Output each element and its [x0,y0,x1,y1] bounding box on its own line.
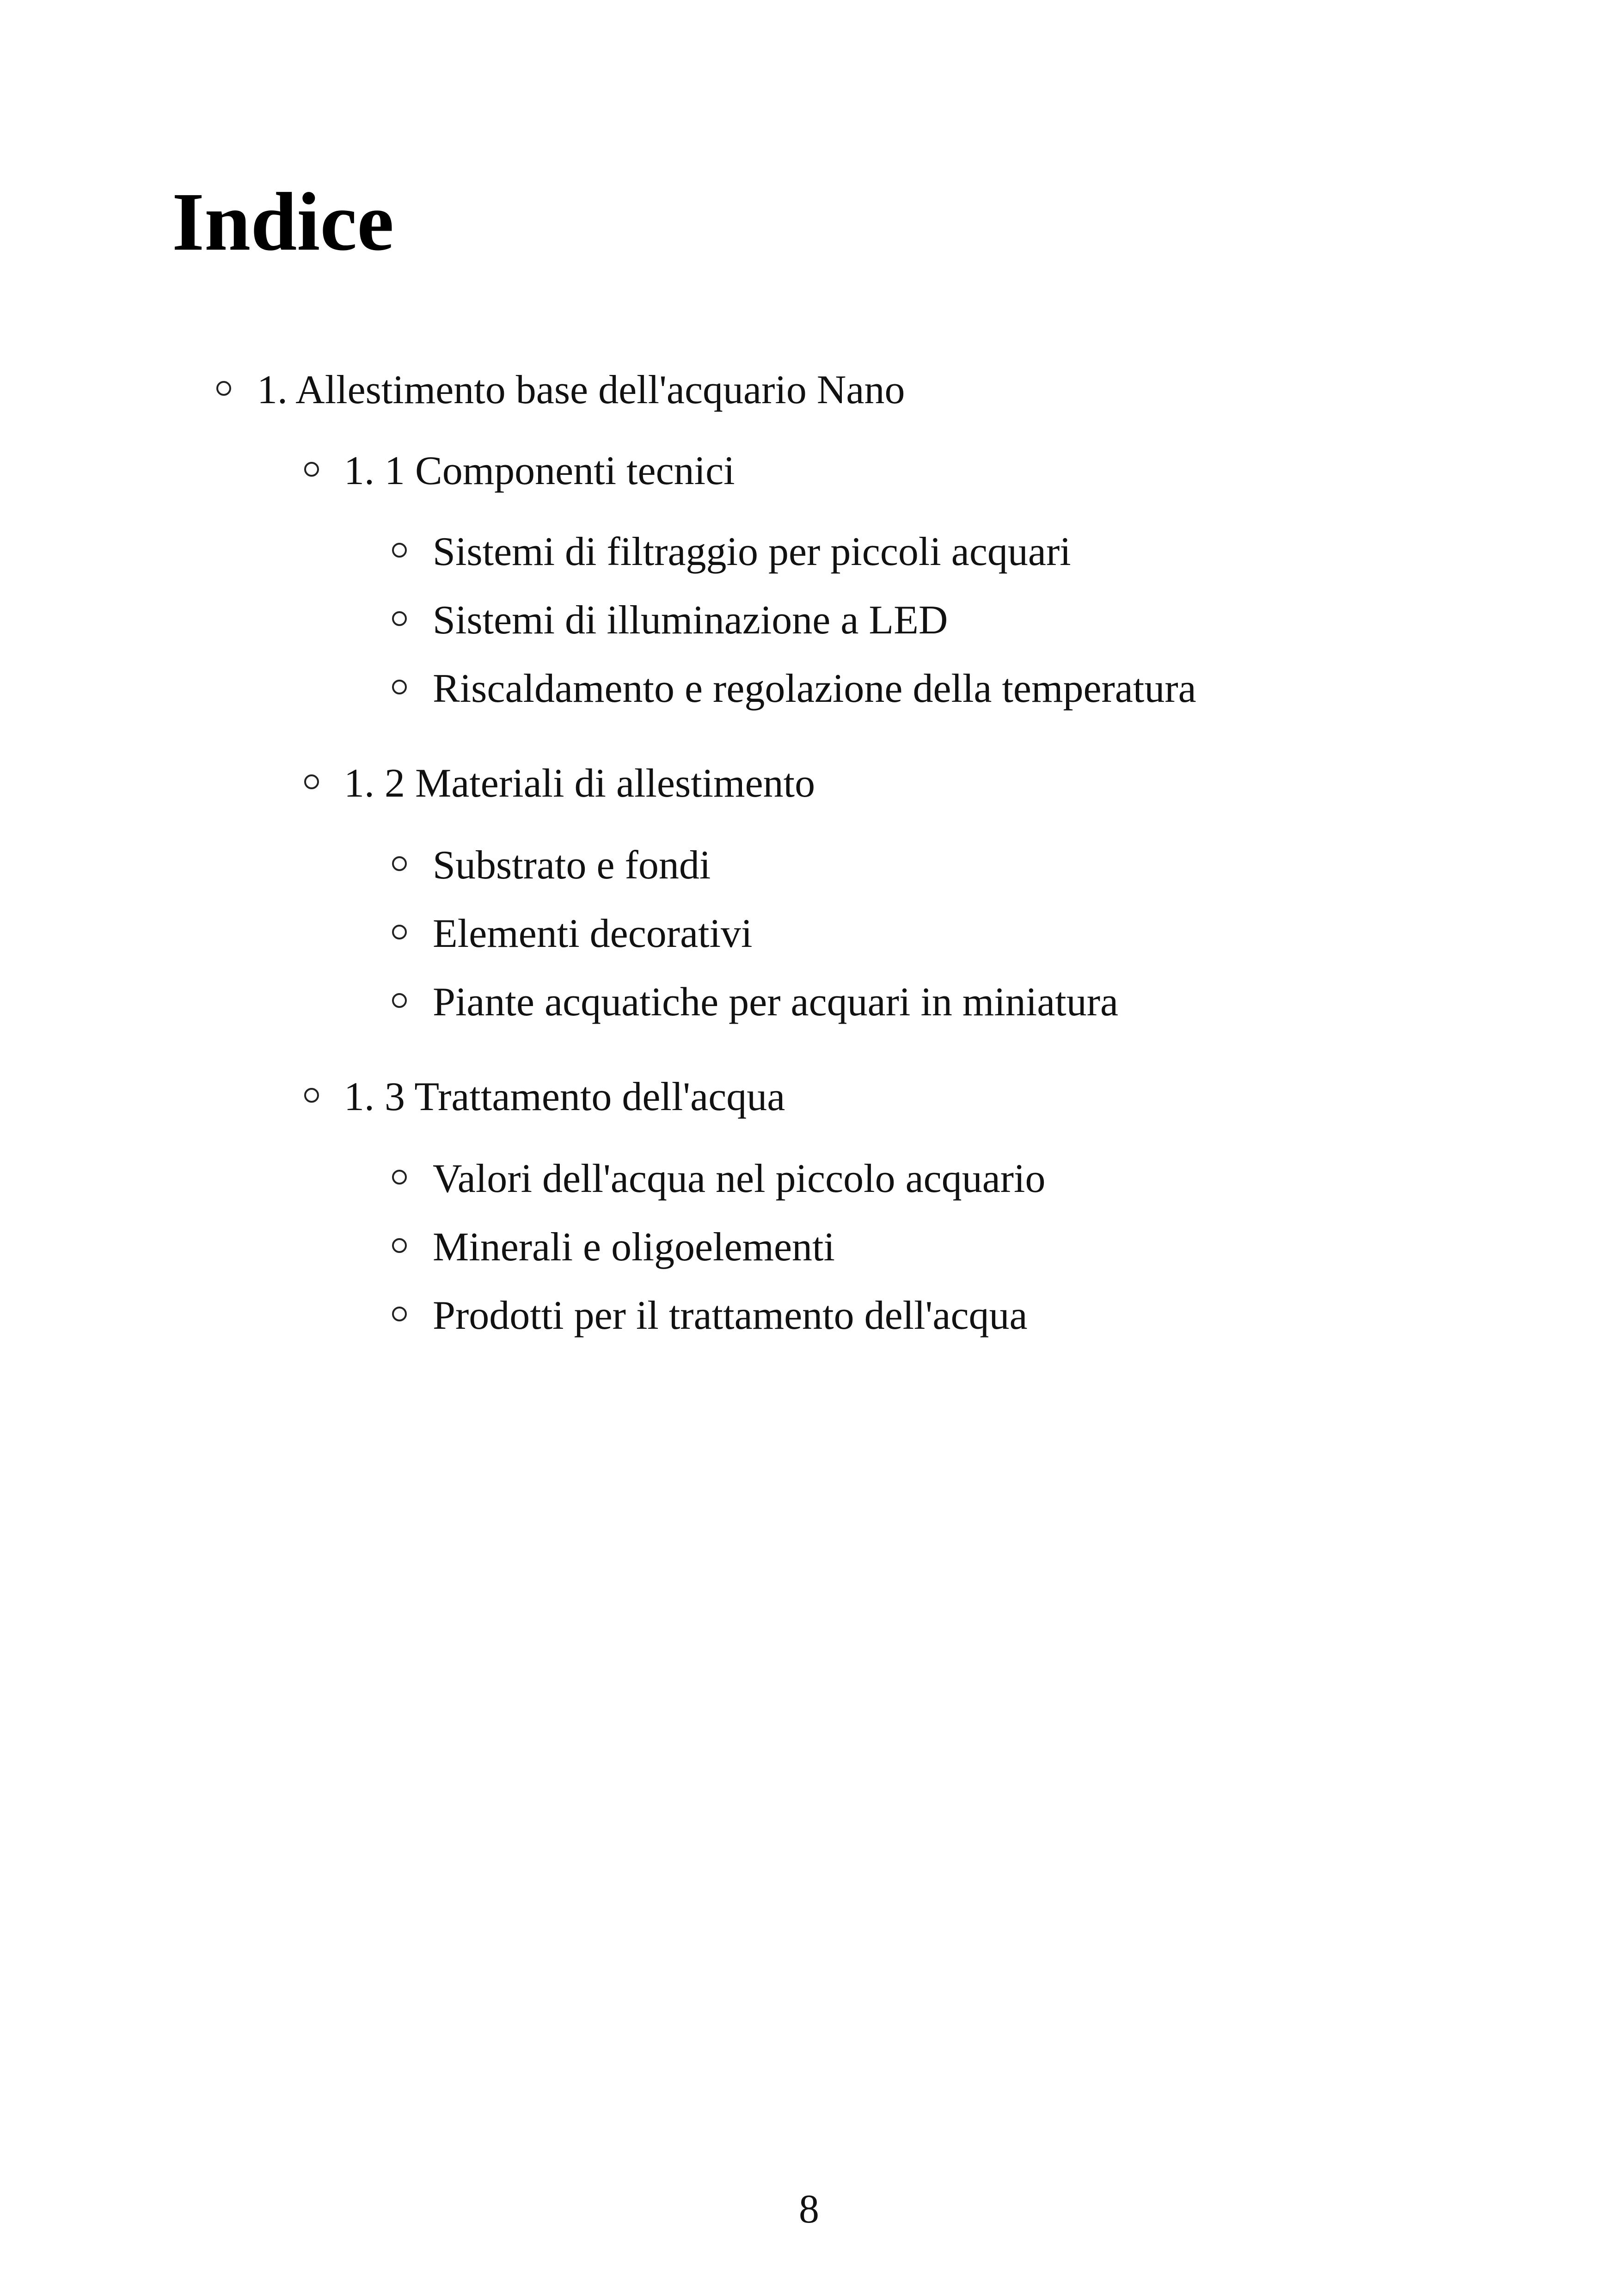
toc-subitem [392,600,948,641]
hollow-circle-bullet-icon [392,856,407,871]
hollow-circle-bullet-icon [392,1238,407,1253]
hollow-circle-bullet-icon [392,993,407,1008]
hollow-circle-bullet-icon [392,925,407,939]
toc-section-1-1 [304,448,735,493]
hollow-circle-bullet-icon [216,381,231,396]
toc-section-label: 1. 3 Trattamento dell'acqua [344,1074,785,1119]
hollow-circle-bullet-icon [304,462,319,477]
toc-subitem [392,666,1196,711]
hollow-circle-bullet-icon [304,1088,319,1103]
toc-subitem-label: Elementi decorativi [433,911,753,956]
hollow-circle-bullet-icon [392,680,407,694]
hollow-circle-bullet-icon [392,1170,407,1185]
hollow-circle-bullet-icon [392,543,407,558]
toc-chapter-1 [216,370,905,411]
toc-subitem-label: Sistemi di illuminazione a LED [433,598,948,643]
toc-section-label: 1. 2 Materiali di allestimento [344,761,815,806]
hollow-circle-bullet-icon [392,1307,407,1321]
toc-subitem [392,1227,835,1268]
toc-subitem [392,845,711,886]
toc-section-label: 1. 1 Componenti tecnici [344,448,735,493]
toc-subitem [392,529,1071,574]
hollow-circle-bullet-icon [304,774,319,789]
toc-subitem-label: Sistemi di filtraggio per piccoli acquari [433,529,1071,574]
hollow-circle-bullet-icon [392,611,407,626]
toc-subitem-label: Valori dell'acqua nel piccolo acquario [433,1156,1046,1201]
toc-section-1-2 [304,763,815,804]
toc-subitem [392,911,753,956]
toc-subitem-label: Piante acquatiche per acquari in miniatura [433,980,1119,1025]
toc-chapter-label: 1. Allestimento base dell'acquario Nano [257,368,905,412]
toc-subitem-label: Substrato e fondi [433,843,711,888]
toc-subitem-label: Riscaldamento e regolazione della temperatura [433,666,1196,711]
toc-section-1-3 [304,1074,785,1119]
toc-subitem [392,982,1118,1023]
page-title: Indice [172,176,394,268]
toc-subitem [392,1156,1046,1201]
page-number: 8 [799,2187,819,2232]
toc-subitem-label: Minerali e oligoelementi [433,1225,835,1270]
toc-subitem-label: Prodotti per il trattamento dell'acqua [433,1293,1028,1338]
toc-subitem [392,1295,1028,1336]
